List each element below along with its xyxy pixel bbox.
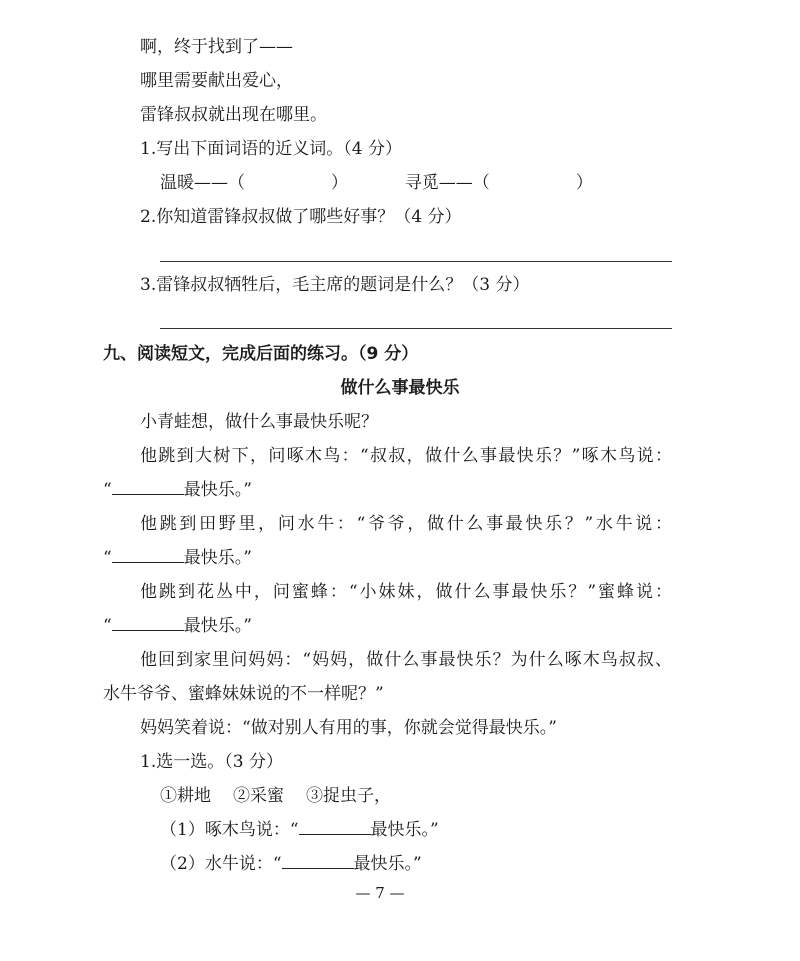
story-p2-line1: 他跳到大树下，问啄木鸟：“叔叔，做什么事最快乐？”啄木鸟说： (140, 446, 672, 466)
q9-options (160, 785, 391, 807)
story-p4-line2: “ 最快乐。” (103, 616, 252, 636)
q9-fill-2: （2）水牛说：“ 最快乐。” (160, 854, 422, 874)
fill-blank[interactable] (112, 480, 184, 495)
story-p5-line1: 他回到家里问妈妈：“妈妈，做什么事最快乐？为什么啄木鸟叔叔、 (140, 650, 672, 670)
answer-line-2[interactable] (160, 328, 672, 329)
option-3: ③捉虫子， (306, 786, 391, 806)
story-p1: 小青蛙想，做什么事最快乐呢？ (140, 412, 378, 432)
story-p5-line2: 水牛爷爷、蜜蜂妹妹说的不一样呢？” (103, 684, 384, 704)
fill-blank[interactable] (112, 548, 184, 563)
story-p4-line1: 他跳到花丛中，问蜜蜂：“小妹妹，做什么事最快乐？”蜜蜂说： (140, 582, 672, 602)
poem-line-1: 啊，终于找到了—— (140, 37, 293, 57)
story-p6: 妈妈笑着说：“做对别人有用的事，你就会觉得最快乐。” (140, 718, 557, 738)
poem-line-2: 哪里需要献出爱心， (140, 71, 293, 91)
q8-word-row (160, 172, 593, 194)
story-p3-line2: “ 最快乐。” (103, 548, 252, 568)
q9-fill-1: （1）啄木鸟说：“ 最快乐。” (160, 820, 439, 840)
page-number: — 7 — (355, 884, 405, 902)
story-title: 做什么事最快乐 (340, 378, 460, 398)
q8-sub2: 2.你知道雷锋叔叔做了哪些好事？（4 分） (140, 207, 462, 227)
q9-heading: 九、阅读短文，完成后面的练习。（9 分） (103, 344, 419, 364)
poem-line-3: 雷锋叔叔就出现在哪里。 (140, 105, 327, 125)
q8-sub1: 1.写出下面词语的近义词。（4 分） (140, 139, 402, 159)
fill-blank[interactable] (282, 854, 354, 869)
q8-word2-close: ） (575, 173, 593, 193)
story-p3-line1: 他跳到田野里，问水牛：“爷爷，做什么事最快乐？”水牛说： (140, 514, 672, 534)
option-1: ①耕地 (160, 786, 211, 806)
fill-blank[interactable] (112, 616, 184, 631)
answer-line-1[interactable] (160, 261, 672, 262)
story-p2-line2: “ 最快乐。” (103, 480, 252, 500)
q8-word2: 寻觅——（ (404, 173, 490, 193)
option-2: ②采蜜 (233, 786, 284, 806)
q8-sub3: 3.雷锋叔叔牺牲后，毛主席的题词是什么？（3 分） (140, 275, 530, 295)
q8-word1: 温暖——（ (160, 173, 245, 193)
fill-blank[interactable] (299, 820, 371, 835)
q8-word1-close: ） (331, 173, 348, 193)
q9-sub1: 1.选一选。（3 分） (140, 752, 283, 772)
